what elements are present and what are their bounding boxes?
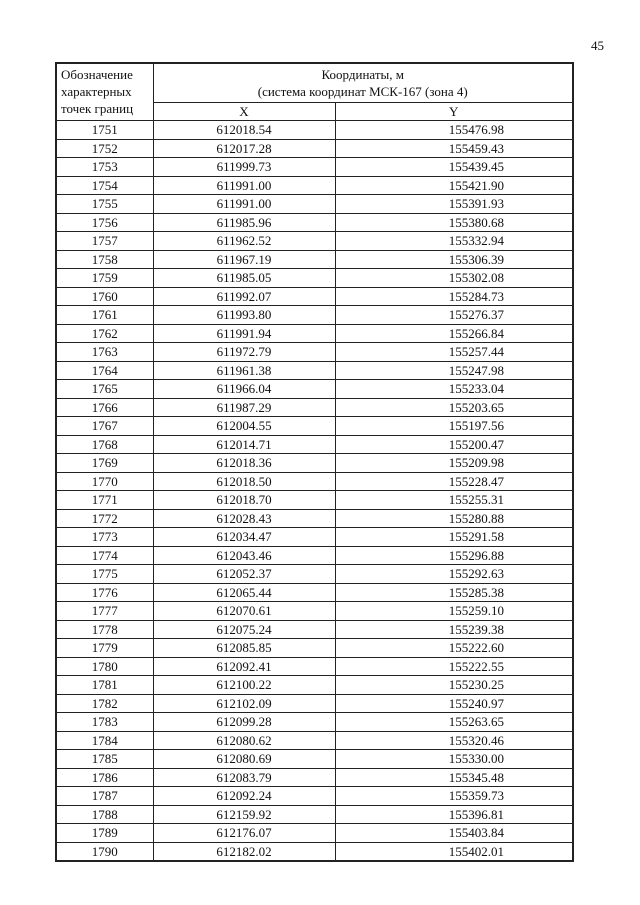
point-cell: 1763 xyxy=(56,343,153,362)
y-cell: 155247.98 xyxy=(335,361,573,380)
point-cell: 1785 xyxy=(56,750,153,769)
x-cell: 611991.94 xyxy=(153,324,335,343)
designation-header xyxy=(56,63,153,121)
y-cell: 155359.73 xyxy=(335,787,573,806)
x-cell: 611985.05 xyxy=(153,269,335,288)
y-cell: 155396.81 xyxy=(335,805,573,824)
point-cell: 1766 xyxy=(56,398,153,417)
designation-header-line-2: характерных xyxy=(61,84,132,100)
x-cell: 612092.24 xyxy=(153,787,335,806)
y-cell: 155259.10 xyxy=(335,602,573,621)
x-cell: 611999.73 xyxy=(153,158,335,177)
page-number: 45 xyxy=(591,38,604,53)
point-cell: 1771 xyxy=(56,491,153,510)
table-row xyxy=(56,361,573,380)
point-cell: 1765 xyxy=(56,380,153,399)
table-body xyxy=(56,121,573,862)
point-cell: 1767 xyxy=(56,417,153,436)
y-cell: 155330.00 xyxy=(335,750,573,769)
y-cell: 155302.08 xyxy=(335,269,573,288)
y-cell: 155402.01 xyxy=(335,842,573,861)
table-row xyxy=(56,583,573,602)
y-cell: 155239.38 xyxy=(335,620,573,639)
point-cell: 1759 xyxy=(56,269,153,288)
y-cell: 155222.55 xyxy=(335,657,573,676)
x-cell: 612018.36 xyxy=(153,454,335,473)
x-cell: 612018.50 xyxy=(153,472,335,491)
x-cell: 612070.61 xyxy=(153,602,335,621)
y-cell: 155285.38 xyxy=(335,583,573,602)
table-row xyxy=(56,805,573,824)
point-cell: 1787 xyxy=(56,787,153,806)
y-cell: 155296.88 xyxy=(335,546,573,565)
table-row xyxy=(56,435,573,454)
point-cell: 1753 xyxy=(56,158,153,177)
table-row xyxy=(56,176,573,195)
x-cell: 612085.85 xyxy=(153,639,335,658)
y-cell: 155230.25 xyxy=(335,676,573,695)
table-row xyxy=(56,768,573,787)
point-cell: 1774 xyxy=(56,546,153,565)
x-cell: 612176.07 xyxy=(153,824,335,843)
x-cell: 612080.69 xyxy=(153,750,335,769)
point-cell: 1775 xyxy=(56,565,153,584)
point-cell: 1762 xyxy=(56,324,153,343)
y-cell: 155203.65 xyxy=(335,398,573,417)
x-cell: 612043.46 xyxy=(153,546,335,565)
x-cell: 612075.24 xyxy=(153,620,335,639)
y-cell: 155255.31 xyxy=(335,491,573,510)
x-column-header: X xyxy=(153,103,335,121)
point-cell: 1778 xyxy=(56,620,153,639)
point-cell: 1788 xyxy=(56,805,153,824)
coordinates-header-line-2: (система координат МСК-167 (зона 4) xyxy=(257,84,468,99)
x-cell: 612102.09 xyxy=(153,694,335,713)
point-cell: 1784 xyxy=(56,731,153,750)
x-cell: 611967.19 xyxy=(153,250,335,269)
table-row xyxy=(56,639,573,658)
x-cell: 612065.44 xyxy=(153,583,335,602)
y-cell: 155266.84 xyxy=(335,324,573,343)
table-row xyxy=(56,269,573,288)
coordinates-table xyxy=(55,62,574,862)
y-cell: 155280.88 xyxy=(335,509,573,528)
table-row xyxy=(56,454,573,473)
point-cell: 1781 xyxy=(56,676,153,695)
table-row xyxy=(56,657,573,676)
point-cell: 1773 xyxy=(56,528,153,547)
y-cell: 155197.56 xyxy=(335,417,573,436)
table-row xyxy=(56,287,573,306)
table-row xyxy=(56,417,573,436)
y-cell: 155228.47 xyxy=(335,472,573,491)
table-row xyxy=(56,750,573,769)
y-cell: 155459.43 xyxy=(335,139,573,158)
point-cell: 1789 xyxy=(56,824,153,843)
point-cell: 1772 xyxy=(56,509,153,528)
y-cell: 155263.65 xyxy=(335,713,573,732)
y-cell: 155200.47 xyxy=(335,435,573,454)
x-cell: 612004.55 xyxy=(153,417,335,436)
point-cell: 1780 xyxy=(56,657,153,676)
table-row xyxy=(56,213,573,232)
y-cell: 155276.37 xyxy=(335,306,573,325)
x-cell: 612014.71 xyxy=(153,435,335,454)
coordinates-header-line-1: Координаты, м xyxy=(321,66,404,82)
table-row xyxy=(56,509,573,528)
x-cell: 611993.80 xyxy=(153,306,335,325)
designation-header-line-3: точек границ xyxy=(61,101,134,117)
x-cell: 611985.96 xyxy=(153,213,335,232)
point-cell: 1756 xyxy=(56,213,153,232)
y-cell: 155222.60 xyxy=(335,639,573,658)
point-cell: 1782 xyxy=(56,694,153,713)
y-cell: 155345.48 xyxy=(335,768,573,787)
x-cell: 612100.22 xyxy=(153,676,335,695)
y-cell: 155476.98 xyxy=(335,121,573,140)
point-cell: 1769 xyxy=(56,454,153,473)
point-cell: 1786 xyxy=(56,768,153,787)
x-cell: 611991.00 xyxy=(153,195,335,214)
point-cell: 1757 xyxy=(56,232,153,251)
table-header xyxy=(56,63,573,121)
x-cell: 612083.79 xyxy=(153,768,335,787)
point-cell: 1764 xyxy=(56,361,153,380)
y-cell: 155292.63 xyxy=(335,565,573,584)
x-cell: 612018.70 xyxy=(153,491,335,510)
y-cell: 155332.94 xyxy=(335,232,573,251)
y-cell: 155421.90 xyxy=(335,176,573,195)
y-cell: 155284.73 xyxy=(335,287,573,306)
point-cell: 1779 xyxy=(56,639,153,658)
table-row xyxy=(56,528,573,547)
table-row xyxy=(56,546,573,565)
point-cell: 1752 xyxy=(56,139,153,158)
table-row xyxy=(56,158,573,177)
table-row xyxy=(56,250,573,269)
table-row xyxy=(56,602,573,621)
y-cell: 155380.68 xyxy=(335,213,573,232)
table-row xyxy=(56,195,573,214)
y-cell: 155291.58 xyxy=(335,528,573,547)
table-row xyxy=(56,676,573,695)
table-row xyxy=(56,121,573,140)
point-cell: 1777 xyxy=(56,602,153,621)
coordinates-header xyxy=(153,63,573,103)
x-cell: 612034.47 xyxy=(153,528,335,547)
point-cell: 1783 xyxy=(56,713,153,732)
y-cell: 155233.04 xyxy=(335,380,573,399)
point-cell: 1760 xyxy=(56,287,153,306)
x-cell: 612159.92 xyxy=(153,805,335,824)
table-row xyxy=(56,491,573,510)
designation-header-line-1: Обозначение xyxy=(61,67,133,82)
point-cell: 1770 xyxy=(56,472,153,491)
y-cell: 155240.97 xyxy=(335,694,573,713)
table-row xyxy=(56,380,573,399)
table-row xyxy=(56,232,573,251)
x-cell: 612017.28 xyxy=(153,139,335,158)
table-row xyxy=(56,842,573,861)
table-row xyxy=(56,324,573,343)
x-cell: 611961.38 xyxy=(153,361,335,380)
point-cell: 1754 xyxy=(56,176,153,195)
table-row xyxy=(56,824,573,843)
y-cell: 155306.39 xyxy=(335,250,573,269)
table-row xyxy=(56,713,573,732)
x-cell: 611972.79 xyxy=(153,343,335,362)
x-cell: 611991.00 xyxy=(153,176,335,195)
x-cell: 612182.02 xyxy=(153,842,335,861)
y-cell: 155403.84 xyxy=(335,824,573,843)
table-row xyxy=(56,620,573,639)
y-cell: 155320.46 xyxy=(335,731,573,750)
x-cell: 612080.62 xyxy=(153,731,335,750)
point-cell: 1758 xyxy=(56,250,153,269)
y-column-header: Y xyxy=(335,103,573,121)
table-row xyxy=(56,139,573,158)
point-cell: 1790 xyxy=(56,842,153,861)
y-cell: 155257.44 xyxy=(335,343,573,362)
x-cell: 611987.29 xyxy=(153,398,335,417)
table-row xyxy=(56,565,573,584)
x-cell: 611962.52 xyxy=(153,232,335,251)
table-row xyxy=(56,694,573,713)
table-row xyxy=(56,343,573,362)
table-row xyxy=(56,787,573,806)
x-cell: 612092.41 xyxy=(153,657,335,676)
point-cell: 1755 xyxy=(56,195,153,214)
point-cell: 1761 xyxy=(56,306,153,325)
point-cell: 1776 xyxy=(56,583,153,602)
table-row xyxy=(56,306,573,325)
point-cell: 1751 xyxy=(56,121,153,140)
x-cell: 612028.43 xyxy=(153,509,335,528)
y-cell: 155391.93 xyxy=(335,195,573,214)
table-row xyxy=(56,731,573,750)
x-cell: 611966.04 xyxy=(153,380,335,399)
x-cell: 611992.07 xyxy=(153,287,335,306)
x-cell: 612052.37 xyxy=(153,565,335,584)
x-cell: 612018.54 xyxy=(153,121,335,140)
y-cell: 155439.45 xyxy=(335,158,573,177)
x-cell: 612099.28 xyxy=(153,713,335,732)
point-cell: 1768 xyxy=(56,435,153,454)
table-row xyxy=(56,472,573,491)
table-row xyxy=(56,398,573,417)
y-cell: 155209.98 xyxy=(335,454,573,473)
